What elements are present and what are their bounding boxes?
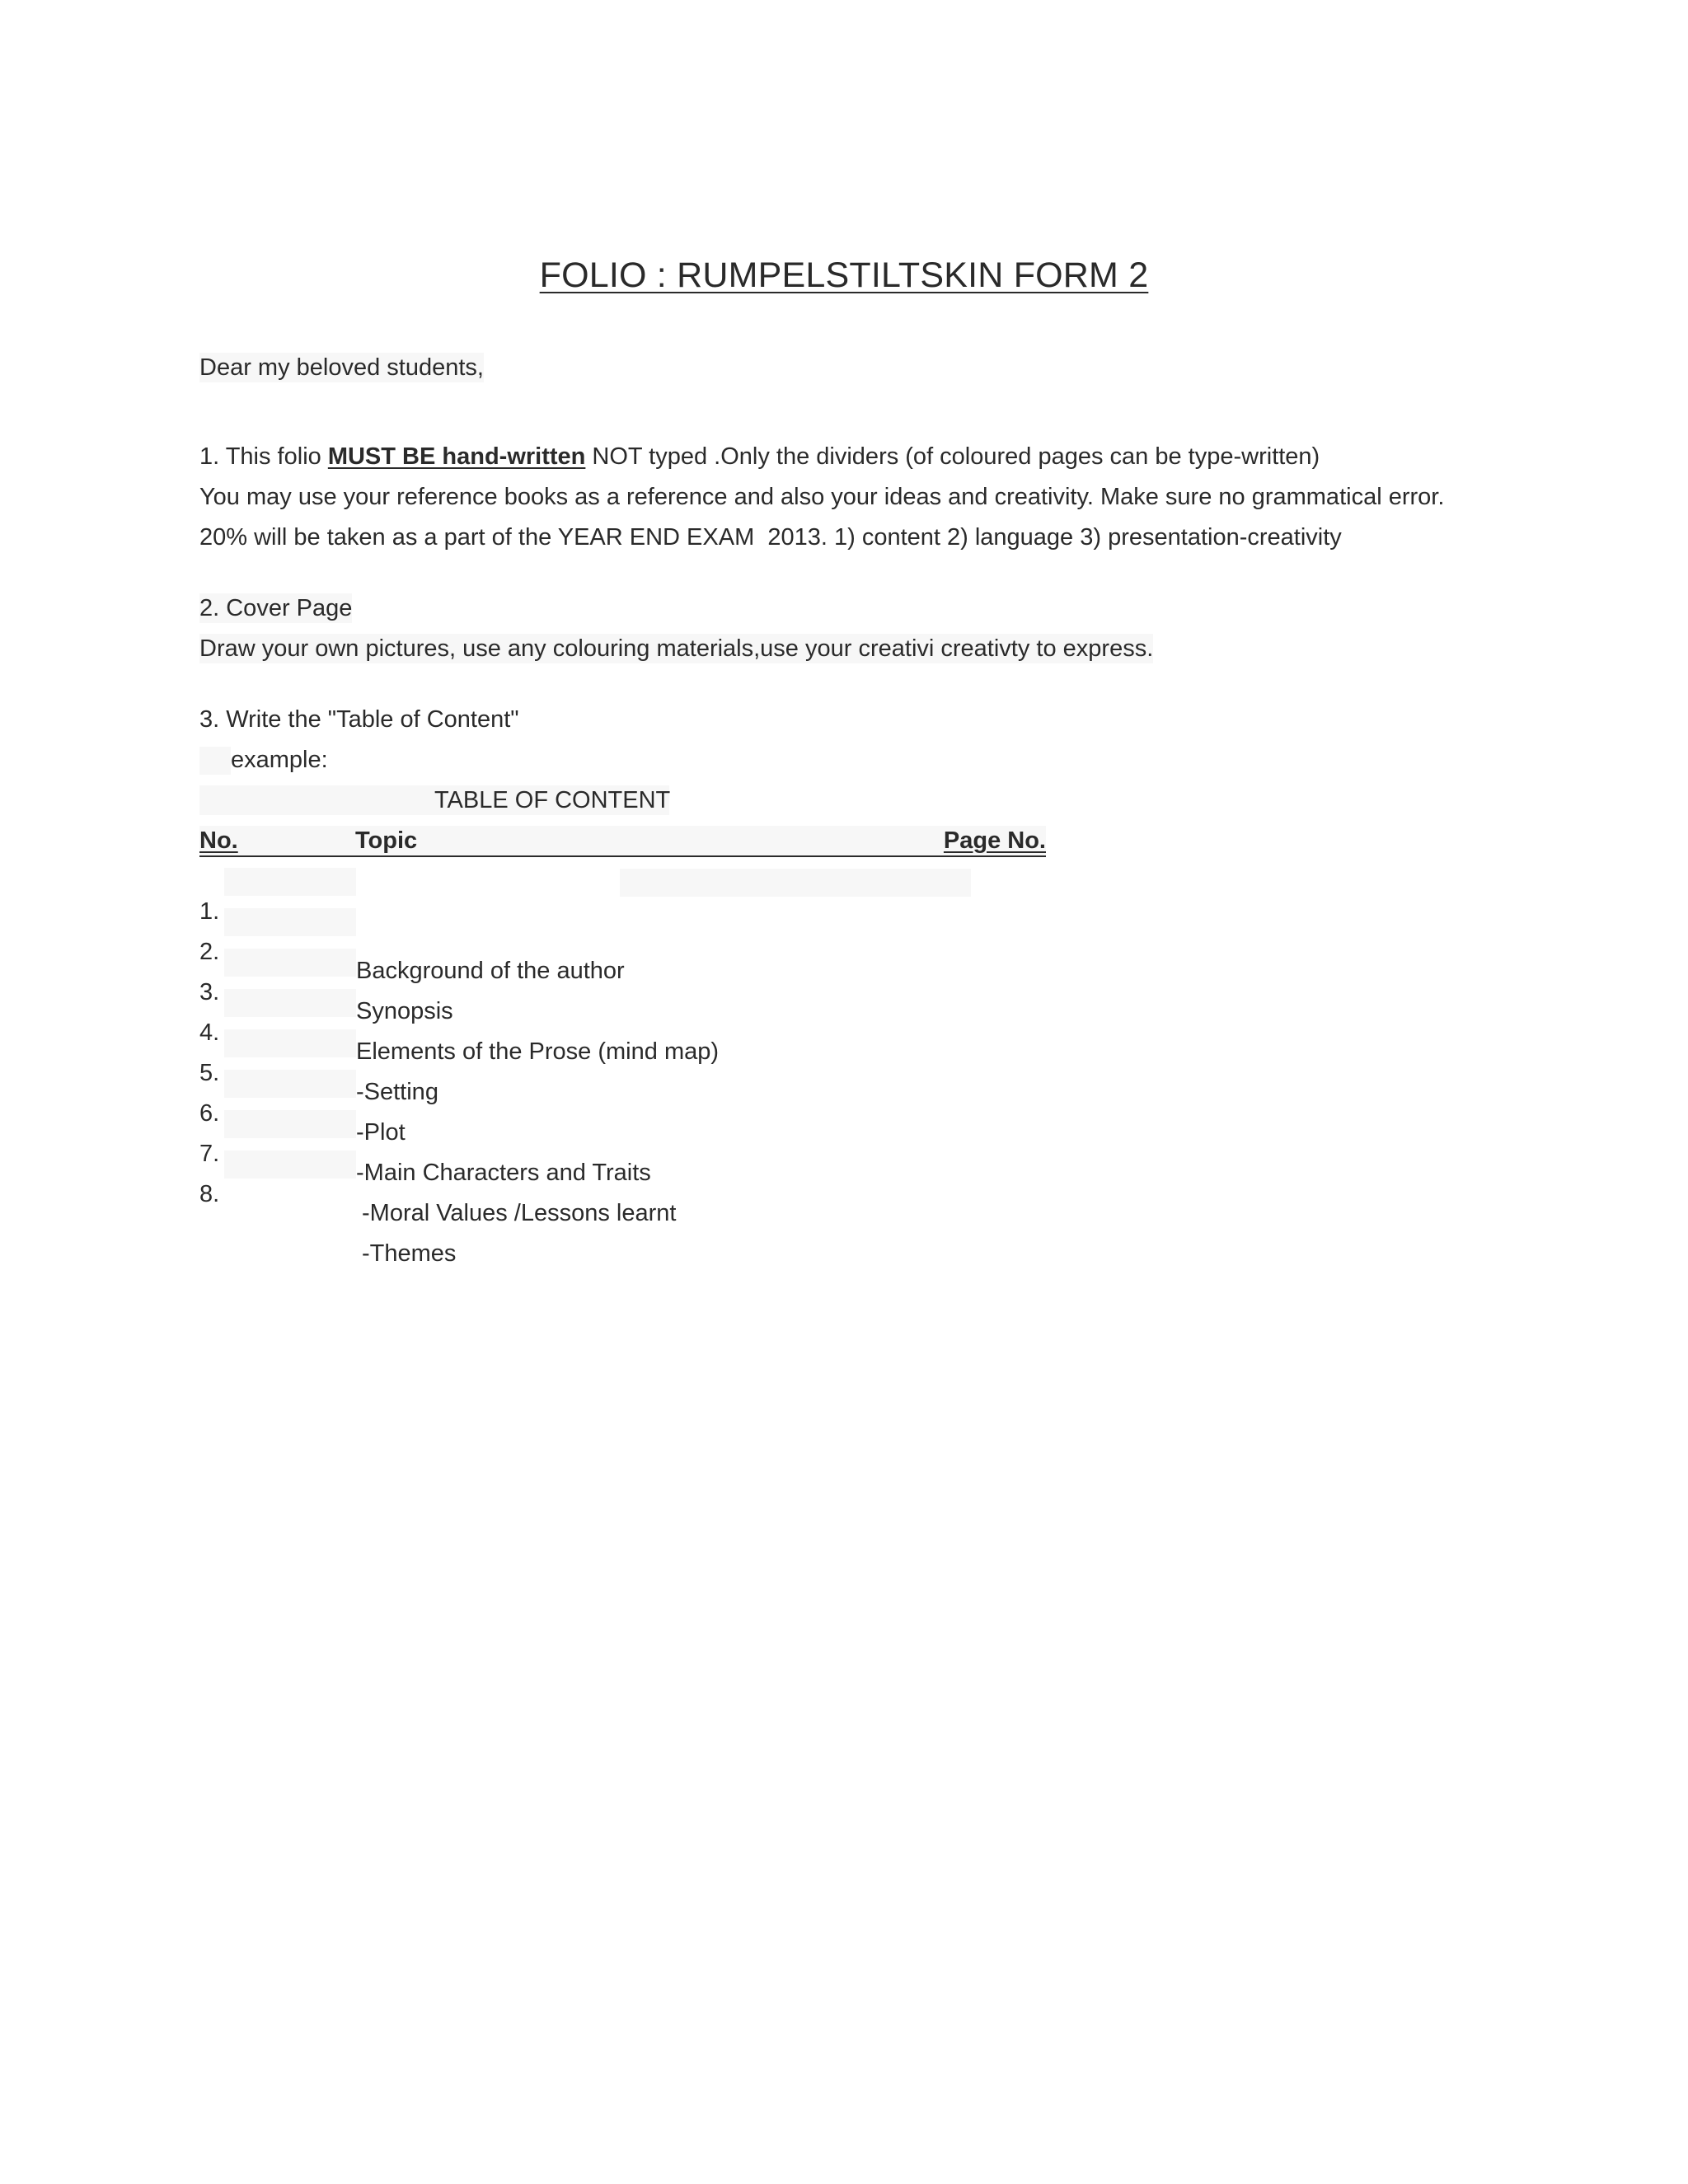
toc-header-no: No. — [199, 827, 238, 854]
toc-row-number: 2. — [199, 939, 220, 965]
page-title: FOLIO : RUMPELSTILTSKIN FORM 2 — [539, 255, 1149, 295]
example-label: example: — [231, 747, 328, 773]
toc-row-number: 6. — [199, 1100, 220, 1127]
toc-row — [199, 1150, 457, 1267]
item1-line2: You may use your reference books as a reference and also your ideas and creativity. Make sure no grammatical error. — [199, 484, 1445, 510]
item1-suffix: NOT typed .Only the dividers (of coloured pages can be type-written) — [585, 443, 1320, 470]
toc-row-topic: Background of the author — [356, 958, 625, 984]
toc-title: TABLE OF CONTENT — [434, 787, 671, 813]
item1-line1 — [199, 442, 1320, 471]
toc-row-topic: -Main Characters and Traits — [356, 1160, 651, 1186]
item1-emphasis: MUST BE hand-written — [327, 443, 586, 470]
toc-row-shade — [224, 1070, 356, 1098]
toc-header-topic: Topic — [355, 827, 418, 854]
toc-row-topic: Elements of the Prose (mind map) — [356, 1038, 720, 1065]
toc-row-number: 4. — [199, 1019, 220, 1046]
toc-row-shade — [224, 949, 356, 977]
toc-row — [199, 907, 453, 1024]
toc-row-shade — [224, 1151, 356, 1179]
toc-row-topic: -Moral Values /Lessons learnt — [362, 1200, 677, 1226]
toc-row — [199, 867, 625, 984]
toc-row-shade — [224, 868, 356, 896]
toc-row-shade — [224, 1029, 356, 1057]
toc-title-band — [199, 785, 669, 815]
item2-text: Draw your own pictures, use any colouring materials,use your creativi creativty to express. — [199, 635, 1154, 662]
toc-row-number: 7. — [199, 1141, 220, 1167]
item1-prefix: 1. This folio — [199, 443, 328, 470]
toc-row-topic: -Plot — [356, 1119, 406, 1146]
toc-row-number: 8. — [199, 1181, 220, 1207]
greeting: Dear my beloved students, — [199, 354, 484, 381]
item2-heading: 2. Cover Page — [199, 595, 353, 621]
item1-line3: 20% will be taken as a part of the YEAR END EXAM 2013. 1) content 2) language 3) presentation-creativity — [199, 524, 1342, 551]
toc-header-page: Page No. — [943, 827, 1046, 854]
toc-row-number: 3. — [199, 979, 220, 1005]
toc-row-number: 1. — [199, 898, 220, 925]
toc-row-number: 5. — [199, 1060, 220, 1086]
toc-row-topic: -Setting — [356, 1079, 438, 1105]
toc-row-shade — [224, 989, 356, 1017]
toc-row-shade — [224, 1110, 356, 1138]
item3-heading: 3. Write the "Table of Content" — [199, 706, 519, 733]
toc-row-topic: -Themes — [362, 1240, 457, 1267]
toc-header — [199, 826, 1046, 857]
toc-row-topic: Synopsis — [356, 998, 453, 1024]
toc-row1-shade — [620, 869, 971, 897]
toc-row-shade — [224, 908, 356, 936]
example-indent-shade — [199, 747, 231, 775]
